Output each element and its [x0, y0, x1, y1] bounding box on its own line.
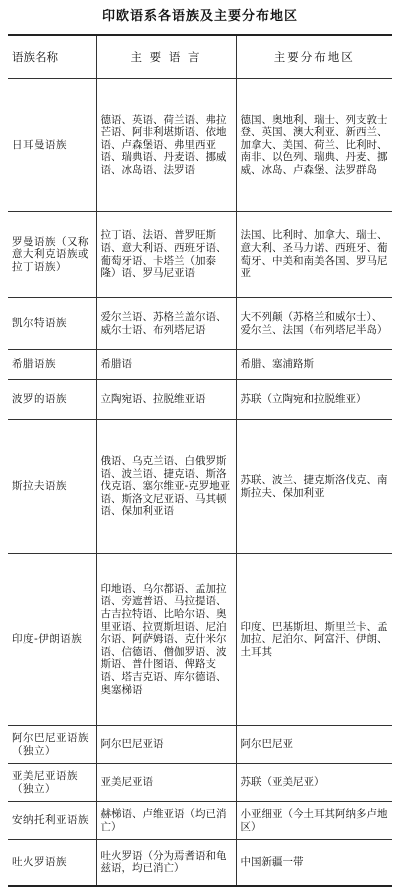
language-family-table — [8, 34, 392, 887]
languages-cell: 亚美尼亚语 — [96, 764, 236, 802]
table-row — [8, 298, 392, 350]
regions-cell: 中国新疆一带 — [236, 840, 392, 886]
header-regions: 主要分布地区 — [236, 35, 392, 79]
languages-cell: 印地语、乌尔都语、孟加拉语、旁遮普语、马拉提语、古吉拉特语、比哈尔语、奥里亚语、拉贾斯坦语、尼泊尔语、阿萨姆语、克什米尔语、信德语、僧伽罗语、波斯语、普什图语、俾路支语、塔吉克语、库尔德语、奥塞梯语 — [96, 554, 236, 726]
regions-cell: 苏联（立陶宛和拉脱维亚） — [236, 380, 392, 420]
table-row — [8, 212, 392, 298]
family-cell: 阿尔巴尼亚语族（独立） — [8, 726, 96, 764]
regions-cell: 法国、比利时、加拿大、瑞士、意大利、圣马力诺、西班牙、葡萄牙、中美和南美各国、罗马尼亚 — [236, 212, 392, 298]
table-row — [8, 380, 392, 420]
languages-cell: 赫梯语、卢维亚语（均已消亡） — [96, 802, 236, 840]
languages-cell: 吐火罗语（分为焉耆语和龟兹语，均已消亡） — [96, 840, 236, 886]
header-languages: 主 要 语 言 — [96, 35, 236, 79]
family-cell: 希腊语族 — [8, 350, 96, 380]
table-row — [8, 840, 392, 886]
languages-cell: 阿尔巴尼亚语 — [96, 726, 236, 764]
table-title: 印欧语系各语族及主要分布地区 — [101, 9, 298, 24]
family-cell: 日耳曼语族 — [8, 79, 96, 212]
header-family: 语族名称 — [8, 35, 96, 79]
regions-cell: 阿尔巴尼亚 — [236, 726, 392, 764]
family-cell: 波罗的语族 — [8, 380, 96, 420]
languages-cell: 俄语、乌克兰语、白俄罗斯语、波兰语、捷克语、斯洛伐克语、塞尔维亚-克罗地亚语、斯洛文尼亚语、马其顿语、保加利亚语 — [96, 420, 236, 554]
table-header-row — [8, 35, 392, 79]
regions-cell: 苏联、波兰、捷克斯洛伐克、南斯拉夫、保加利亚 — [236, 420, 392, 554]
table-row — [8, 79, 392, 212]
table-row — [8, 726, 392, 764]
regions-cell: 希腊、塞浦路斯 — [236, 350, 392, 380]
languages-cell: 希腊语 — [96, 350, 236, 380]
family-cell: 罗曼语族（又称意大利克语族或拉丁语族） — [8, 212, 96, 298]
languages-cell: 德语、英语、荷兰语、弗拉芒语、阿非利堪斯语、依地语、卢森堡语、弗里西亚语、瑞典语、丹麦语、挪威语、冰岛语、法罗语 — [96, 79, 236, 212]
regions-cell: 大不列颠（苏格兰和威尔士）、爱尔兰、法国（布列塔尼半岛） — [236, 298, 392, 350]
family-cell: 斯拉夫语族 — [8, 420, 96, 554]
family-cell: 凯尔特语族 — [8, 298, 96, 350]
table-row — [8, 554, 392, 726]
languages-cell: 立陶宛语、拉脱维亚语 — [96, 380, 236, 420]
family-cell: 安纳托利亚语族 — [8, 802, 96, 840]
table-row — [8, 350, 392, 380]
languages-cell: 爱尔兰语、苏格兰盖尔语、威尔士语、布列塔尼语 — [96, 298, 236, 350]
languages-cell: 拉丁语、法语、普罗旺斯语、意大利语、西班牙语、葡萄牙语、卡塔兰（加泰隆）语、罗马尼亚语 — [96, 212, 236, 298]
table-row — [8, 420, 392, 554]
family-cell: 印度-伊朗语族 — [8, 554, 96, 726]
regions-cell: 小亚细亚（今土耳其阿纳多卢地区） — [236, 802, 392, 840]
table-row — [8, 764, 392, 802]
table-row — [8, 802, 392, 840]
family-cell: 亚美尼亚语族（独立） — [8, 764, 96, 802]
regions-cell: 德国、奥地利、瑞士、列支敦士登、英国、澳大利亚、新西兰、加拿大、美国、荷兰、比利时、南非、以色列、瑞典、丹麦、挪威、冰岛、卢森堡、法罗群岛 — [236, 79, 392, 212]
regions-cell: 苏联（亚美尼亚） — [236, 764, 392, 802]
regions-cell: 印度、巴基斯坦、斯里兰卡、孟加拉、尼泊尔、阿富汗、伊朗、土耳其 — [236, 554, 392, 726]
family-cell: 吐火罗语族 — [8, 840, 96, 886]
